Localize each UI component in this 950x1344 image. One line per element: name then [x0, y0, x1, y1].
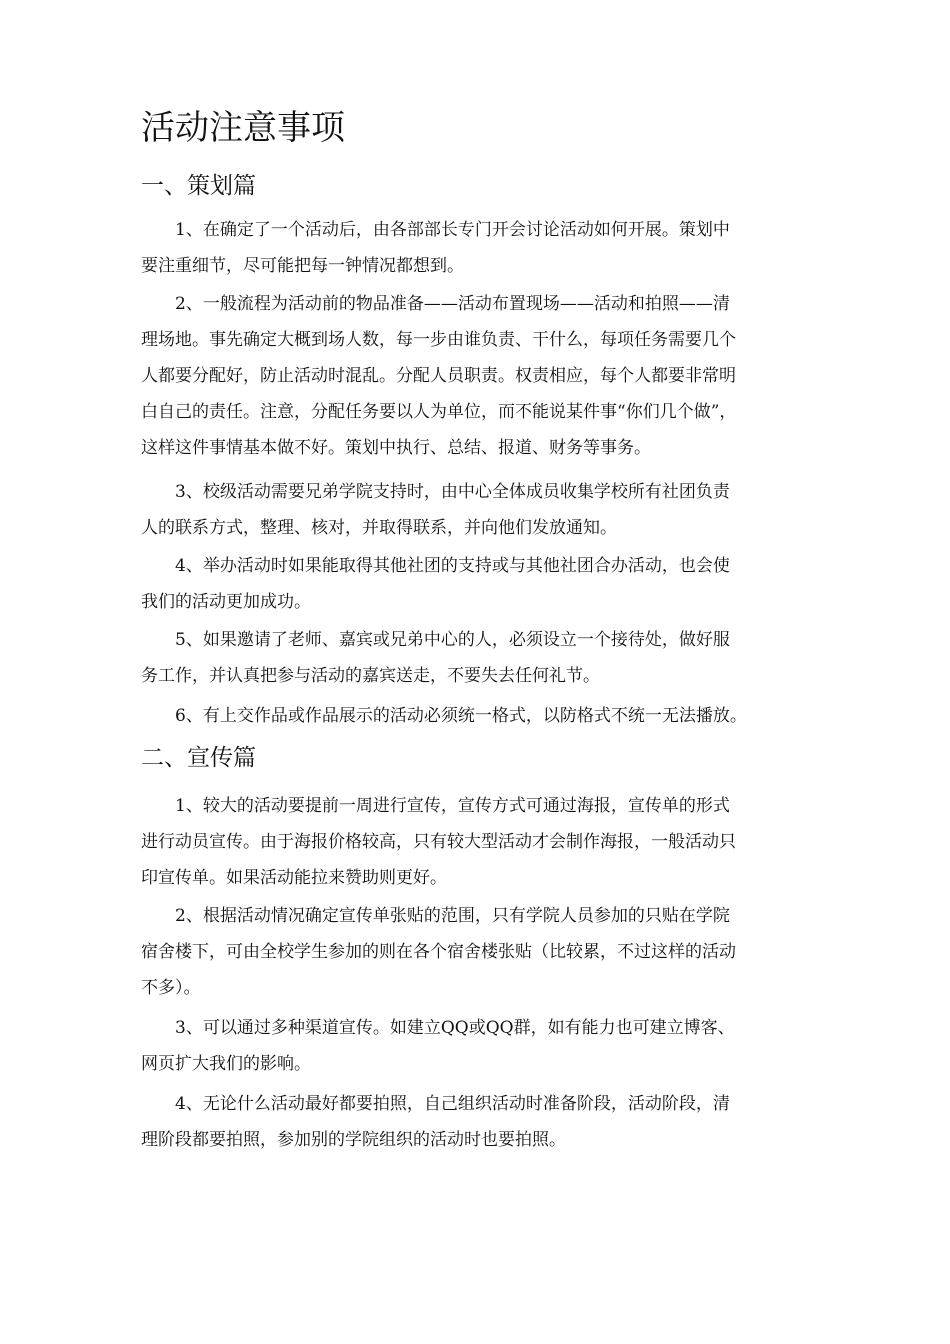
paragraph-line: 要注重细节，尽可能把每一钟情况都想到。	[141, 256, 464, 276]
paragraph-line: 不多）。	[141, 978, 201, 998]
paragraph-line: 6、有上交作品或作品展示的活动必须统一格式，以防格式不统一无法播放。	[175, 706, 747, 726]
paragraph-line: 3、校级活动需要兄弟学院支持时，由中心全体成员收集学校所有社团负责	[175, 482, 730, 502]
paragraph	[141, 286, 829, 466]
section-heading-publicity: 二、宣传篇	[141, 745, 256, 771]
paragraph	[141, 212, 829, 284]
section-heading-planning: 一、策划篇	[141, 173, 256, 199]
paragraph-line: 理阶段都要拍照，参加别的学院组织的活动时也要拍照。	[141, 1130, 566, 1150]
paragraph	[141, 622, 829, 694]
paragraph-line: 1、在确定了一个活动后，由各部部长专门开会讨论活动如何开展。策划中	[175, 220, 730, 240]
paragraph-line: 2、根据活动情况确定宣传单张贴的范围，只有学院人员参加的只贴在学院	[175, 906, 730, 926]
paragraph-line: 印宣传单。如果活动能拉来赞助则更好。	[141, 868, 447, 888]
paragraph-line: 3、可以通过多种渠道宣传。如建立QQ或QQ群，如有能力也可建立博客、	[175, 1018, 735, 1038]
paragraph-line: 理场地。事先确定大概到场人数，每一步由谁负责、干什么，每项任务需要几个	[141, 330, 736, 350]
paragraph-line: 这样这件事情基本做不好。策划中执行、总结、报道、财务等事务。	[141, 438, 651, 458]
paragraph-line: 进行动员宣传。由于海报价格较高，只有较大型活动才会制作海报，一般活动只	[141, 832, 736, 852]
paragraph	[141, 548, 829, 620]
paragraph-line: 1、较大的活动要提前一周进行宣传，宣传方式可通过海报，宣传单的形式	[175, 796, 730, 816]
paragraph-line: 4、无论什么活动最好都要拍照，自己组织活动时准备阶段，活动阶段，清	[175, 1094, 730, 1114]
paragraph-line: 2、一般流程为活动前的物品准备——活动布置现场——活动和拍照——清	[175, 294, 730, 314]
paragraph-line: 务工作，并认真把参与活动的嘉宾送走，不要失去任何礼节。	[141, 666, 600, 686]
paragraph-line: 5、如果邀请了老师、嘉宾或兄弟中心的人，必须设立一个接待处，做好服	[175, 630, 730, 650]
paragraph	[141, 898, 829, 1006]
paragraph	[141, 698, 829, 734]
paragraph-line: 白自己的责任。注意，分配任务要以人为单位，而不能说某件事“你们几个做”，	[141, 402, 737, 422]
paragraph	[141, 1086, 829, 1158]
paragraph-line: 人的联系方式，整理、核对，并取得联系，并向他们发放通知。	[141, 518, 617, 538]
paragraph	[141, 474, 829, 546]
paragraph-line: 人都要分配好，防止活动时混乱。分配人员职责。权责相应，每个人都要非常明	[141, 366, 736, 386]
paragraph-line: 宿舍楼下，可由全校学生参加的则在各个宿舍楼张贴（比较累，不过这样的活动	[141, 942, 736, 962]
paragraph-line: 4、举办活动时如果能取得其他社团的支持或与其他社团合办活动，也会使	[175, 556, 730, 576]
document-title: 活动注意事项	[141, 108, 345, 148]
paragraph	[141, 1010, 829, 1082]
paragraph-line: 我们的活动更加成功。	[141, 592, 311, 612]
paragraph-line: 网页扩大我们的影响。	[141, 1054, 311, 1074]
paragraph	[141, 788, 829, 896]
